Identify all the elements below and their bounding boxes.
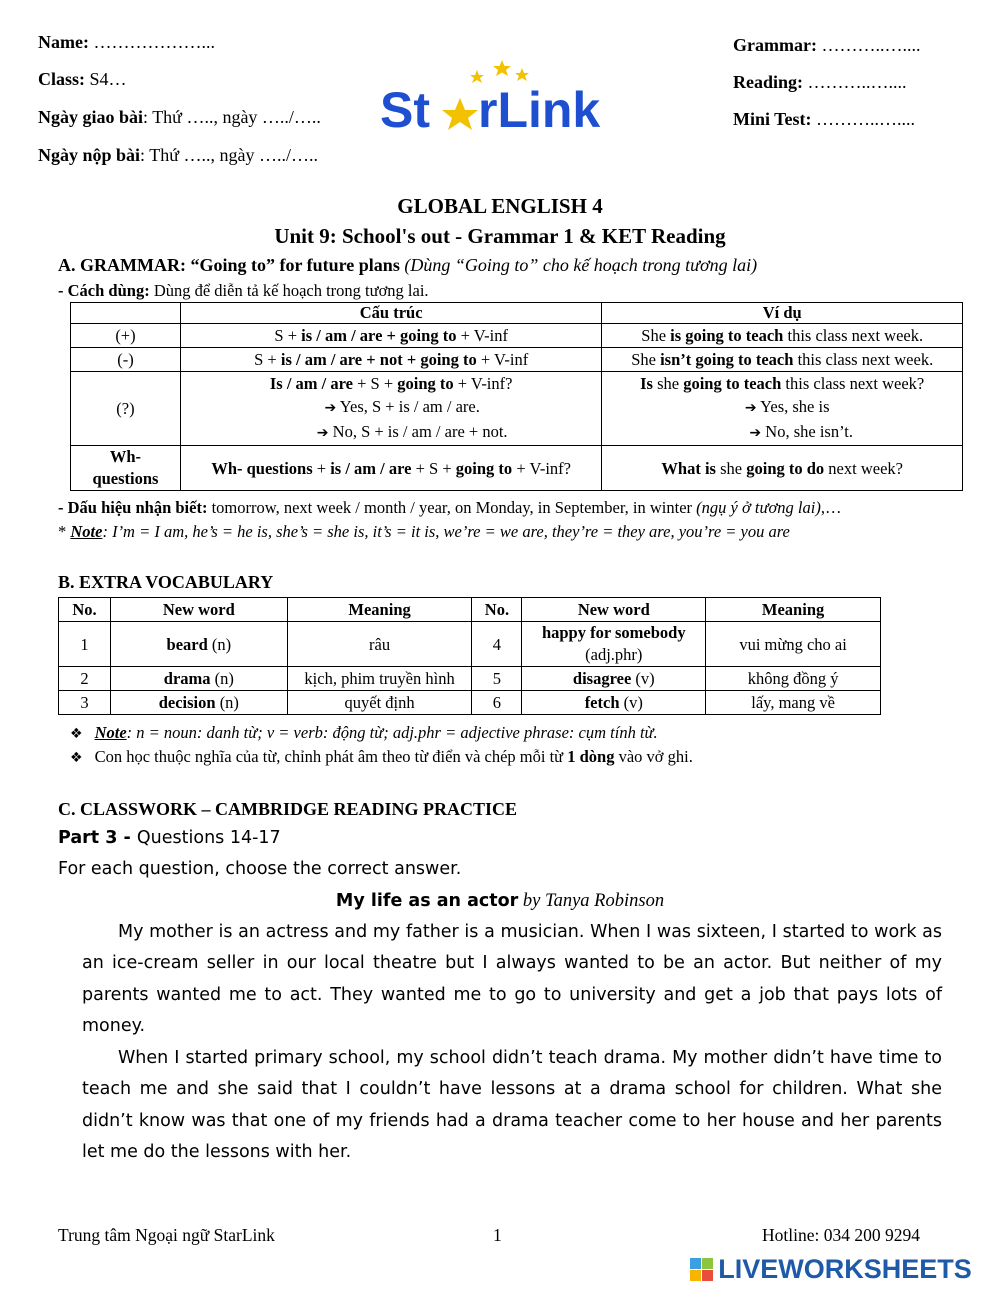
example-cell: Is she going to teach this class next week? ➔ Yes, she is ➔ No, she isn’t. bbox=[602, 372, 963, 446]
vocab-no: 5 bbox=[472, 667, 522, 691]
arrow-right-icon: ➔ bbox=[749, 425, 762, 441]
submit-date-label: Ngày nộp bài bbox=[38, 145, 141, 165]
vocab-word: decision (n) bbox=[110, 691, 287, 715]
vocab-no: 1 bbox=[59, 622, 111, 667]
assign-date-line bbox=[38, 107, 321, 128]
vocab-tip bbox=[70, 747, 693, 767]
note-text: : I’m = I am, he’s = he is, she’s = she is, it’s = it is, we’re = we are, they’re = they are, you’re = you are bbox=[102, 522, 790, 541]
vocab-col-meaning: Meaning bbox=[287, 598, 472, 622]
grammar-heading bbox=[58, 255, 757, 276]
assign-date-value: : Thứ ….., ngày …../….. bbox=[143, 107, 321, 127]
footer-center-name: Trung tâm Ngoại ngữ StarLink bbox=[58, 1225, 275, 1245]
contraction-note: * Note: I’m = I am, he’s = he is, she’s = she is, it’s = it is, we’re = we are, they’re = they are, you’re = you are bbox=[58, 522, 790, 541]
starlink-logo bbox=[380, 60, 620, 135]
vocab-table bbox=[58, 597, 881, 715]
note-label: Note bbox=[70, 522, 103, 541]
minitest-score-label: Mini Test: bbox=[733, 109, 812, 129]
reading-score-line bbox=[733, 72, 907, 93]
passage-paragraph-2 bbox=[82, 1043, 942, 1168]
logo-star-right-icon bbox=[515, 68, 529, 81]
grammar-heading-note: (Dùng “Going to” cho kế hoạch trong tương lai) bbox=[399, 255, 758, 275]
row-label: Wh- questions bbox=[71, 446, 181, 491]
example-cell: She isn’t going to teach this class next week. bbox=[602, 348, 963, 372]
structure-cell: Is / am / are + S + going to + V-inf? ➔ Yes, S + is / am / are. ➔ No, S + is / am / are + not. bbox=[180, 372, 601, 446]
grammar-col-example: Ví dụ bbox=[602, 303, 963, 324]
grammar-table bbox=[70, 302, 963, 491]
vocab-col-word-2: New word bbox=[522, 598, 706, 622]
submit-date-line bbox=[38, 145, 318, 166]
passage-title: My life as an actor bbox=[335, 891, 519, 911]
vocab-no: 6 bbox=[472, 691, 522, 715]
example-cell: What is she going to do next week? bbox=[602, 446, 963, 491]
signal-end: ,… bbox=[820, 498, 842, 517]
vocab-note bbox=[70, 723, 658, 743]
name-label: Name: bbox=[38, 32, 89, 52]
vocab-note-text: : n = noun: danh từ; v = verb: động từ; adj.phr = adjective phrase: cụm tính từ. bbox=[126, 723, 658, 742]
unit-title: Unit 9: School's out - Grammar 1 & KET Reading bbox=[274, 224, 726, 248]
vocab-no: 3 bbox=[59, 691, 111, 715]
grammar-row-negative bbox=[71, 348, 963, 372]
signal-words-line bbox=[58, 498, 841, 518]
signal-label: - Dấu hiệu nhận biết: bbox=[58, 498, 208, 517]
liveworksheets-text: LIVEWORKSHEETS bbox=[718, 1254, 972, 1284]
grammar-score-field[interactable]: ………..….... bbox=[816, 35, 921, 55]
grammar-row-question bbox=[71, 372, 963, 446]
vocab-meaning: lấy, mang về bbox=[706, 691, 881, 715]
diamond-bullet-icon: ❖ bbox=[70, 726, 83, 742]
grammar-col-empty bbox=[71, 303, 181, 324]
vocab-row bbox=[59, 622, 881, 667]
vocab-word: happy for somebody (adj.phr) bbox=[522, 622, 706, 667]
logo-star-letter-icon bbox=[442, 98, 478, 130]
class-label: Class: bbox=[38, 69, 86, 89]
structure-cell: S + is / am / are + not + going to + V-inf bbox=[180, 348, 601, 372]
logo-text-left: St bbox=[380, 82, 430, 135]
page-title: GLOBAL ENGLISH 4 bbox=[397, 194, 603, 218]
vocab-word: fetch (v) bbox=[522, 691, 706, 715]
assign-date-label: Ngày giao bài bbox=[38, 107, 144, 127]
usage-text: Dùng để diễn tả kế hoạch trong tương lai. bbox=[149, 281, 429, 300]
reading-score-field[interactable]: ………..….... bbox=[803, 72, 907, 92]
vocab-heading: B. EXTRA VOCABULARY bbox=[58, 572, 274, 592]
signal-note: (ngụ ý ở tương lai) bbox=[696, 498, 821, 517]
liveworksheets-icon bbox=[690, 1257, 714, 1283]
grammar-heading-text: A. GRAMMAR: “Going to” for future plans bbox=[58, 255, 400, 275]
passage-title-line bbox=[0, 891, 1000, 912]
vocab-col-word: New word bbox=[110, 598, 287, 622]
usage-line bbox=[58, 281, 429, 301]
submit-date-value: : Thứ ….., ngày …../….. bbox=[140, 145, 318, 165]
example-cell: She is going to teach this class next week. bbox=[602, 324, 963, 348]
vocab-row bbox=[59, 667, 881, 691]
class-value: S4… bbox=[85, 69, 127, 89]
structure-cell: Wh- questions + is / am / are + S + going to + V-inf? bbox=[180, 446, 601, 491]
grammar-col-structure: Cấu trúc bbox=[180, 303, 601, 324]
paragraph-2-text: When I started primary school, my school didn’t teach drama. My mother didn’t have time to teach me and she said that I couldn’t have lessons at a drama school for children. What she didn’t know was that one of my friends had a drama teacher come to her house and her parents let me do the lessons with her. bbox=[82, 1048, 942, 1162]
vocab-table-header bbox=[59, 598, 881, 622]
grammar-score-line bbox=[733, 35, 920, 56]
vocab-no: 2 bbox=[59, 667, 111, 691]
vocab-note-label: Note bbox=[94, 723, 127, 742]
classwork-heading: C. CLASSWORK – CAMBRIDGE READING PRACTICE bbox=[58, 799, 518, 819]
grammar-table-header bbox=[71, 303, 963, 324]
vocab-meaning: vui mừng cho ai bbox=[706, 622, 881, 667]
liveworksheets-brand bbox=[690, 1254, 990, 1286]
grammar-row-wh bbox=[71, 446, 963, 491]
vocab-row bbox=[59, 691, 881, 715]
logo-text-right: rLink bbox=[478, 82, 601, 135]
vocab-tip-bold: 1 dòng bbox=[567, 747, 615, 766]
arrow-right-icon: ➔ bbox=[744, 400, 757, 416]
reading-score-label: Reading: bbox=[733, 72, 804, 92]
part-questions: Questions 14-17 bbox=[136, 828, 281, 848]
diamond-bullet-icon: ❖ bbox=[70, 750, 83, 766]
structure-cell: S + is / am / are + going to + V-inf bbox=[180, 324, 601, 348]
signal-text: tomorrow, next week / month / year, on Monday, in September, in winter bbox=[207, 498, 697, 517]
vocab-col-no-2: No. bbox=[472, 598, 522, 622]
footer-hotline: Hotline: 034 200 9294 bbox=[762, 1225, 920, 1245]
row-label: (+) bbox=[71, 324, 181, 348]
vocab-meaning: không đồng ý bbox=[706, 667, 881, 691]
vocab-word: beard (n) bbox=[110, 622, 287, 667]
logo-star-top-icon bbox=[493, 60, 511, 76]
vocab-col-meaning-2: Meaning bbox=[706, 598, 881, 622]
vocab-no: 4 bbox=[472, 622, 522, 667]
vocab-meaning: kịch, phim truyền hình bbox=[287, 667, 472, 691]
vocab-meaning: râu bbox=[287, 622, 472, 667]
minitest-score-line bbox=[733, 109, 915, 130]
usage-label: - Cách dùng: bbox=[58, 281, 150, 300]
passage-author: by Tanya Robinson bbox=[518, 891, 665, 911]
vocab-tip-after: vào vở ghi. bbox=[614, 747, 693, 766]
vocab-word: disagree (v) bbox=[522, 667, 706, 691]
grammar-score-label: Grammar: bbox=[733, 35, 817, 55]
instruction: For each question, choose the correct answer. bbox=[58, 859, 462, 879]
vocab-col-no: No. bbox=[59, 598, 111, 622]
part-label: Part 3 - bbox=[58, 828, 137, 848]
minitest-score-field[interactable]: ………..….... bbox=[811, 109, 916, 129]
class-line bbox=[38, 69, 127, 90]
arrow-right-icon: ➔ bbox=[316, 425, 329, 441]
name-field[interactable]: ………………... bbox=[88, 32, 215, 52]
grammar-row-positive bbox=[71, 324, 963, 348]
vocab-tip-before: Con học thuộc nghĩa của từ, chỉnh phát âm theo từ điển và chép mỗi từ bbox=[94, 747, 568, 766]
footer-page-number: 1 bbox=[493, 1225, 502, 1245]
passage-paragraph-1 bbox=[82, 917, 942, 1042]
part-heading bbox=[58, 828, 281, 848]
paragraph-1-text: My mother is an actress and my father is a musician. When I was sixteen, I started to work as an ice-cream seller in our local theatre but I always wanted to be an actor. But neither of my parents wanted me to act. They wanted me to go to university and get a job that pays lots of money. bbox=[82, 922, 942, 1036]
row-label: (?) bbox=[71, 372, 181, 446]
vocab-meaning: quyết định bbox=[287, 691, 472, 715]
arrow-right-icon: ➔ bbox=[324, 400, 337, 416]
vocab-word: drama (n) bbox=[110, 667, 287, 691]
name-line bbox=[38, 32, 215, 53]
row-label: (-) bbox=[71, 348, 181, 372]
